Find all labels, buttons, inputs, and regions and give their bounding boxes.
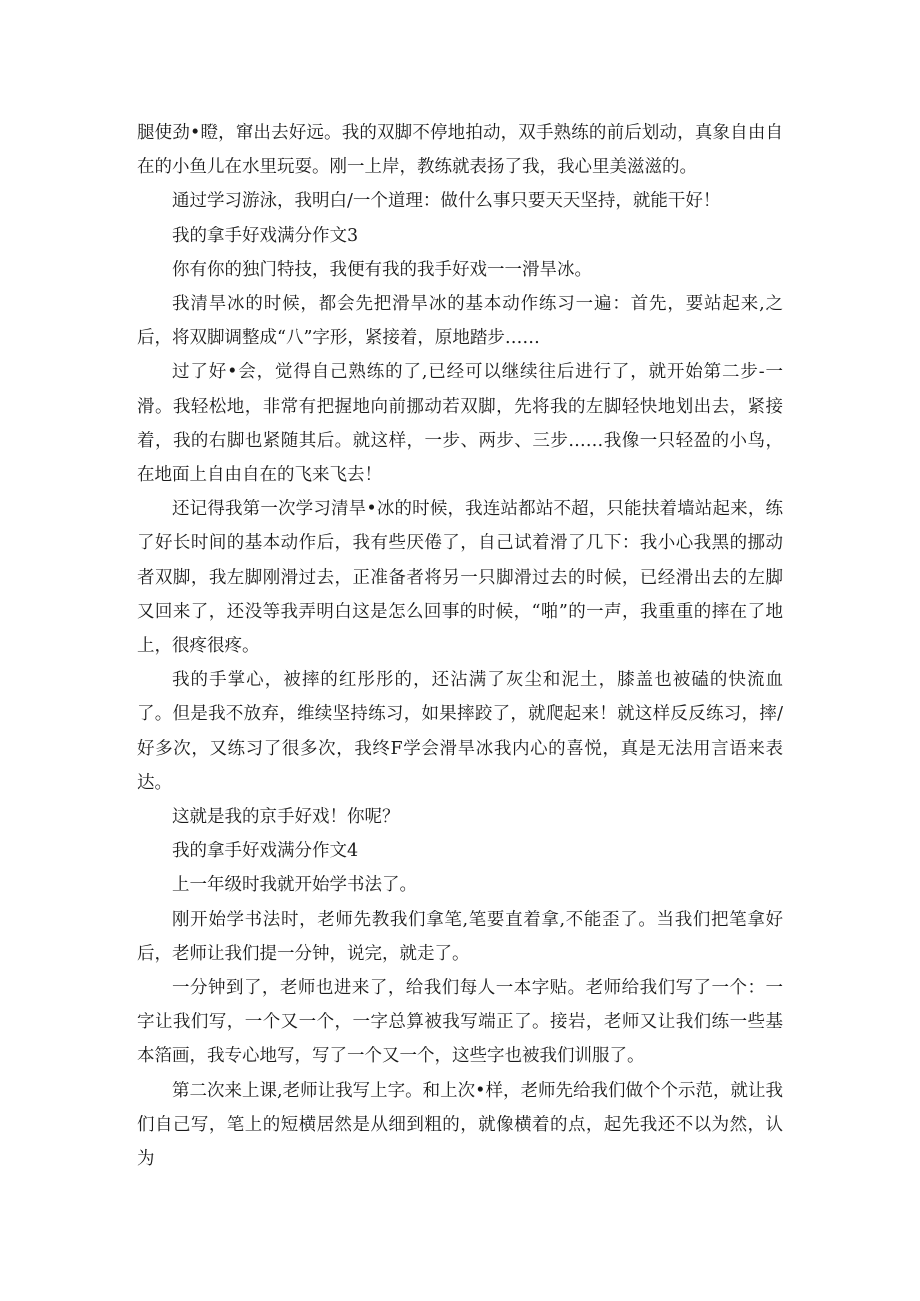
paragraph: 刚开始学书法时，老师先教我们拿笔,笔要直着拿,不能歪了。当我们把笔拿好后，老师让我们提一分钟，说完，就走了。 — [137, 909, 783, 964]
paragraph: 上一年级时我就开始学书法了。 — [172, 875, 417, 896]
paragraph: 这就是我的京手好戏！你呢？ — [172, 807, 400, 828]
paragraph: 我的手掌心，被摔的红彤彤的，还沾满了灰尘和泥土，膝盖也被磕的快流血了。但是我不放弃，维续坚持练习，如果摔跤了，就爬起来！就这样反反练习，摔/好多次，又练习了很多次，我终F学会滑旱冰我内心的喜悦，真是无法用言语来表达。 — [137, 670, 783, 793]
document-body — [137, 116, 783, 1176]
paragraph: 还记得我第一次学习清旱•冰的时候，我连站都站不超，只能扶着墙站起来，练了好长时间的基本动作后，我有些厌倦了，自己试着滑了几下：我小心我黑的挪动者双脚，我左脚刚滑过去，正准备者将另一只脚滑过去的时候，已经滑出去的左脚又回来了，还没等我弄明白这是怎么回事的时候，“啪”的一声，我重重的摔在了地上，很疼很疼。 — [137, 499, 783, 657]
paragraph: 腿使劲•瞪，窜出去好远。我的双脚不停地拍动，双手熟练的前后划动，真象自由自在的小鱼儿在水里玩耍。刚一上岸，教练就表扬了我，我心里美滋滋的。 — [137, 123, 783, 178]
paragraph: 通过学习游泳，我明白/一个道理：做什么事只要天天坚持，就能干好！ — [172, 191, 721, 212]
paragraph: 过了好•会，觉得自己熟练的了,已经可以继续往后进行了，就开始第二步-一滑。我轻松地，非常有把握地向前挪动若双脚，先将我的左脚轻快地划出去，紧接着，我的右脚也紧随其后。就这样，一步、两步、三步……我像一只轻盈的小鸟，在地面上自由自在的飞来飞去！ — [137, 362, 783, 486]
paragraph: 你有你的独门特技，我便有我的我手好戏一一滑旱冰。 — [172, 259, 592, 280]
section-heading: 我的拿手好戏满分作文4 — [172, 841, 359, 862]
paragraph: 一分钟到了，老师也进来了，给我们每人一本字贴。老师给我们写了一个：一字让我们写，一个又一个，一字总算被我写端正了。接岩，老师又让我们练一些基本箔画，我专心地写，写了一个又一个，这些字也被我们训服了。 — [137, 978, 783, 1067]
section-heading: 我的拿手好戏满分作文3 — [172, 225, 359, 246]
paragraph: 第二次来上课,老师让我写上字。和上次•样，老师先给我们做个个示范，就让我们自己写，笔上的短横居然是从细到粗的，就像横着的点，起先我还不以为然，认为 — [137, 1080, 783, 1170]
paragraph: 我清旱冰的时候，都会先把滑旱冰的基本动作练习一遍：首先，要站起来,之后，将双脚调整成“八”字形，紧接着，原地踏步…… — [137, 294, 783, 349]
